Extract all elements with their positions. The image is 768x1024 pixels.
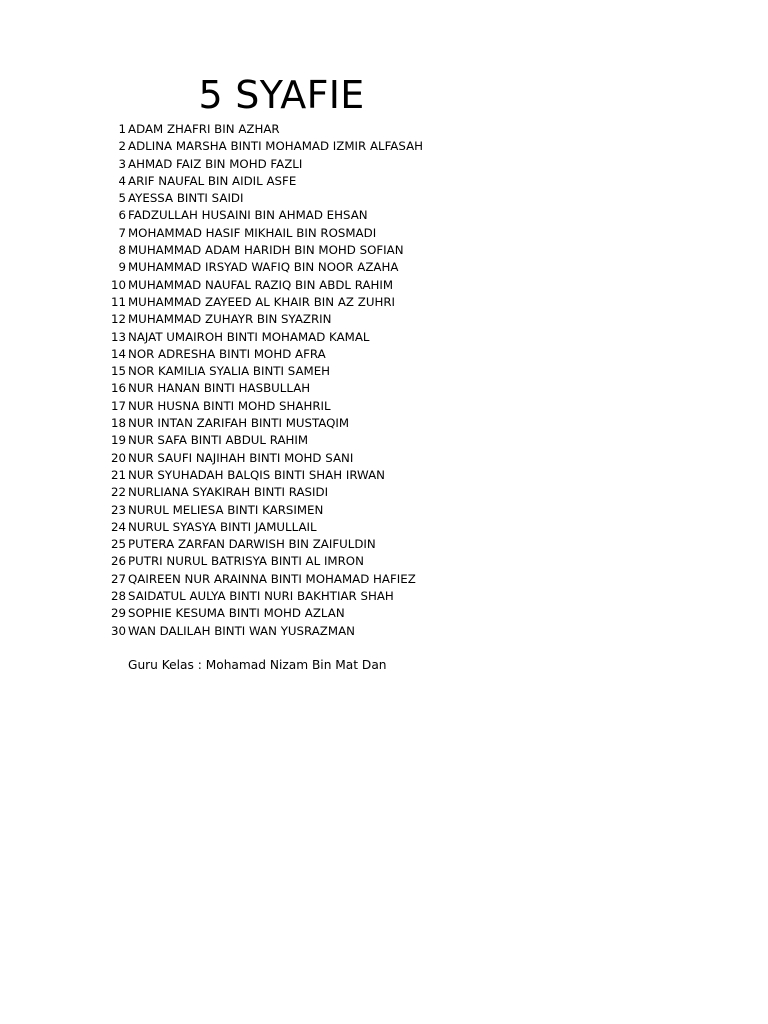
student-name: NURUL SYASYA BINTI JAMULLAIL [128, 519, 317, 534]
student-number: 17 [110, 398, 126, 413]
student-number: 3 [118, 156, 126, 171]
list-item [104, 121, 423, 138]
list-item [104, 623, 423, 640]
list-item [104, 553, 423, 570]
student-name: NUR HUSNA BINTI MOHD SHAHRIL [128, 398, 331, 413]
list-item [104, 467, 423, 484]
student-number: 26 [110, 554, 126, 569]
student-number: 7 [118, 225, 126, 240]
student-number: 16 [110, 381, 126, 396]
student-number: 6 [118, 208, 126, 223]
student-name: MUHAMMAD IRSYAD WAFIQ BIN NOOR AZAHA [128, 260, 399, 275]
student-name: NOR ADRESHA BINTI MOHD AFRA [128, 346, 326, 361]
list-item [104, 329, 423, 346]
student-name: PUTRI NURUL BATRISYA BINTI AL IMRON [128, 554, 364, 569]
student-name: NURUL MELIESA BINTI KARSIMEN [128, 502, 324, 517]
student-name: NUR SAUFI NAJIHAH BINTI MOHD SANI [128, 450, 354, 465]
list-item [104, 346, 423, 363]
student-name: AYESSA BINTI SAIDI [128, 191, 244, 206]
list-item [104, 450, 423, 467]
student-name: WAN DALILAH BINTI WAN YUSRAZMAN [128, 623, 355, 638]
student-name: PUTERA ZARFAN DARWISH BIN ZAIFULDIN [128, 537, 376, 552]
list-item [104, 519, 423, 536]
student-number: 9 [118, 260, 126, 275]
list-item [104, 259, 423, 276]
list-item [104, 605, 423, 622]
student-number: 8 [118, 243, 126, 258]
list-item [104, 311, 423, 328]
student-number: 23 [110, 502, 126, 517]
student-number: 1 [118, 122, 126, 136]
student-number: 24 [110, 519, 126, 534]
student-name: NAJAT UMAIROH BINTI MOHAMAD KAMAL [128, 329, 370, 344]
list-item [104, 432, 423, 449]
student-number: 22 [110, 485, 126, 500]
student-name: SAIDATUL AULYA BINTI NURI BAKHTIAR SHAH [128, 589, 394, 604]
student-number: 10 [110, 277, 126, 292]
list-item [104, 190, 423, 207]
student-number: 25 [110, 537, 126, 552]
student-name: NUR HANAN BINTI HASBULLAH [128, 381, 311, 396]
student-number: 21 [110, 467, 126, 482]
list-item [104, 156, 423, 173]
student-number: 29 [110, 606, 126, 621]
student-number: 27 [110, 571, 126, 586]
student-number: 30 [110, 623, 126, 638]
student-name: MUHAMMAD ZAYEED AL KHAIR BIN AZ ZUHRI [128, 294, 396, 309]
list-item [104, 363, 423, 380]
student-name: ADAM ZHAFRI BIN AZHAR [128, 122, 280, 136]
student-number: 4 [118, 173, 126, 188]
class-title: 5 SYAFIE [198, 73, 365, 117]
class-teacher-line: Guru Kelas : Mohamad Nizam Bin Mat Dan [128, 658, 387, 672]
student-list [104, 121, 423, 640]
student-number: 2 [118, 139, 126, 154]
student-name: NOR KAMILIA SYALIA BINTI SAMEH [128, 364, 331, 379]
student-number: 18 [110, 416, 126, 431]
list-item [104, 173, 423, 190]
student-name: NUR INTAN ZARIFAH BINTI MUSTAQIM [128, 416, 350, 431]
student-name: NURLIANA SYAKIRAH BINTI RASIDI [128, 485, 329, 500]
student-number: 12 [110, 312, 126, 327]
student-number: 5 [118, 191, 126, 206]
student-name: MUHAMMAD NAUFAL RAZIQ BIN ABDL RAHIM [128, 277, 394, 292]
student-number: 11 [110, 294, 126, 309]
list-item [104, 380, 423, 397]
list-item [104, 207, 423, 224]
student-name: MOHAMMAD HASIF MIKHAIL BIN ROSMADI [128, 225, 377, 240]
list-item [104, 571, 423, 588]
student-number: 14 [110, 346, 126, 361]
list-item [104, 225, 423, 242]
student-name: SOPHIE KESUMA BINTI MOHD AZLAN [128, 606, 345, 621]
student-number: 28 [110, 589, 126, 604]
student-number: 13 [110, 329, 126, 344]
list-item [104, 484, 423, 501]
list-item [104, 415, 423, 432]
student-name: ADLINA MARSHA BINTI MOHAMAD IZMIR ALFASAH [128, 139, 424, 154]
student-number: 20 [110, 450, 126, 465]
list-item [104, 294, 423, 311]
student-name: MUHAMMAD ZUHAYR BIN SYAZRIN [128, 312, 332, 327]
student-name: MUHAMMAD ADAM HARIDH BIN MOHD SOFIAN [128, 243, 404, 258]
list-item [104, 536, 423, 553]
list-item [104, 138, 423, 155]
list-item [104, 588, 423, 605]
student-number: 15 [110, 364, 126, 379]
student-name: NUR SYUHADAH BALQIS BINTI SHAH IRWAN [128, 467, 385, 482]
student-name: FADZULLAH HUSAINI BIN AHMAD EHSAN [128, 208, 368, 223]
student-name: QAIREEN NUR ARAINNA BINTI MOHAMAD HAFIEZ [128, 571, 416, 586]
list-item [104, 277, 423, 294]
student-number: 19 [110, 433, 126, 448]
student-name: ARIF NAUFAL BIN AIDIL ASFE [128, 173, 297, 188]
list-item [104, 502, 423, 519]
list-item [104, 398, 423, 415]
student-name: NUR SAFA BINTI ABDUL RAHIM [128, 433, 309, 448]
student-name: AHMAD FAIZ BIN MOHD FAZLI [128, 156, 303, 171]
list-item [104, 242, 423, 259]
